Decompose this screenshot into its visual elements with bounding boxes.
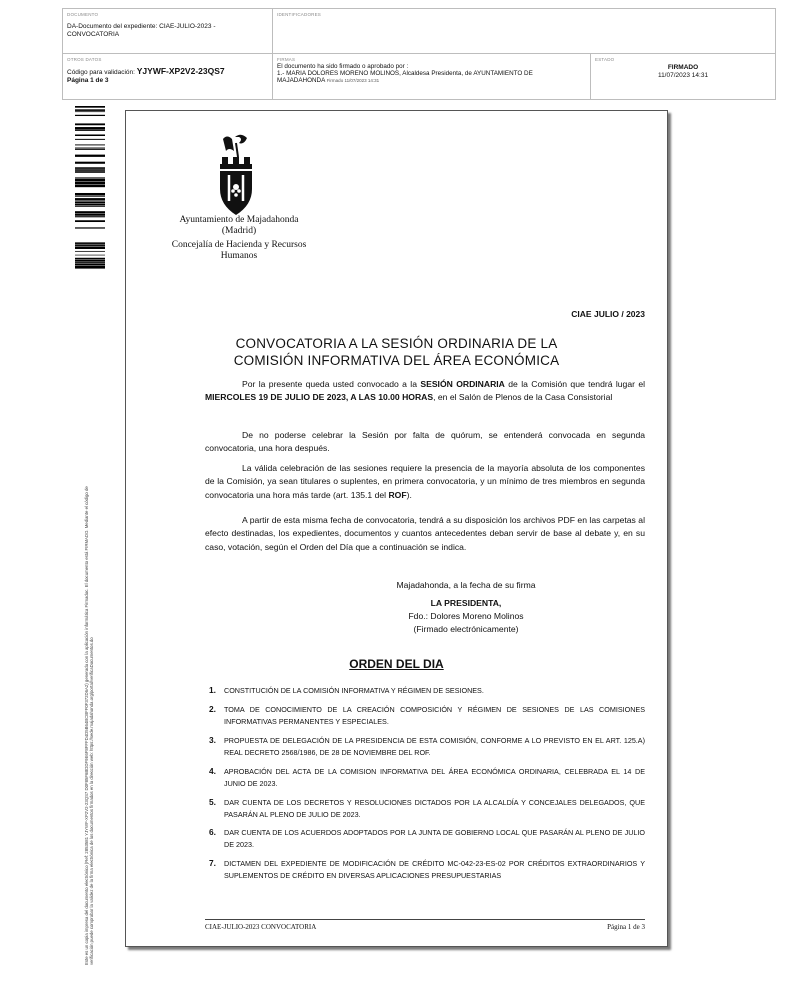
agenda-item-number: 6. <box>209 827 216 837</box>
agenda-item-text: TOMA DE CONOCIMIENTO DE LA CREACIÓN COMPOSICIÓN Y RÉGIMEN DE SESIONES DE LAS COMISIONES INFORMATIVAS PERMANENTES Y ESPECIALES. <box>224 705 645 726</box>
firmas-date: Firmado 11/07/2023 14:31 <box>326 78 380 84</box>
barcode-image <box>75 106 105 269</box>
p1-session-type: SESIÓN ORDINARIA <box>420 379 505 389</box>
majadahonda-crest-icon <box>211 133 261 217</box>
municipality-region: (Madrid) <box>221 226 257 236</box>
agenda-item-text: DICTAMEN DEL EXPEDIENTE DE MODIFICACIÓN DE CRÉDITO MC-042-23-ES-02 POR CRÉDITOS EXTRAORDINARIOS Y SUPLEMENTOS DE CRÉDITO EN DIVERSAS APLICACIONES PRESUPUESTARIAS <box>224 859 645 880</box>
document-header-table <box>62 8 776 100</box>
paragraph-validity <box>205 462 645 502</box>
orden-del-dia-title: ORDEN DEL DIA <box>349 657 444 671</box>
municipality-block <box>154 215 324 262</box>
validation-code-value: YJYWF-XP2V2-23QS7 <box>136 66 225 76</box>
agenda-item-text: DAR CUENTA DE LOS ACUERDOS ADOPTADOS POR LA JUNTA DE GOBIERNO LOCAL QUE PASARÁN AL PLENO DE JULIO DE 2023. <box>224 828 645 849</box>
side-text-line-1: Este es un copia impresa del documento electrónico (Ref: 2853581 YJYWF-XP2V2-23QS7 D0F85F6BDDF9E6F8FFFD4D5B64BCBFF0F372D6A2) generada con la aplicación informática Firmadoc. El documento está FIRMADO. Mediante el código de <box>84 486 89 965</box>
p3-text-a: La válida celebración de las sesiones requiere la presencia de la mayoría absoluta de los componentes de la Comisión, ya sean titulares o suplentes, en primera convocatoria, y un mínimo de tres miembros en segunda convocatoria una hora más tarde (art. 135.1 del <box>205 463 645 500</box>
title-line-2: COMISIÓN INFORMATIVA DEL ÁREA ECONÓMICA <box>233 353 560 368</box>
municipality-name: Ayuntamiento de Majadahonda <box>179 215 299 225</box>
validation-code-line <box>67 67 225 77</box>
p3-rof: ROF <box>388 489 407 500</box>
signature-place: Majadahonda, a la fecha de su firma <box>396 580 536 590</box>
footer-divider <box>205 919 645 920</box>
agenda-item-number: 2. <box>209 704 216 714</box>
document-page <box>125 110 668 947</box>
page-count: Página 1 de 3 <box>67 77 109 84</box>
footer-page-number: Página 1 de 3 <box>607 923 645 931</box>
agenda-item-number: 5. <box>209 797 216 807</box>
signature-name: Fdo.: Dolores Moreno Molinos <box>408 611 524 621</box>
side-text-line-2: verificación puede comprobar la validez de la firma electrónica de los documentos firmados en la dirección web: https://sede.majadahonda.org/portal/verificaDocumentos.do <box>89 637 94 965</box>
side-verification-text <box>84 300 94 965</box>
agenda-item-text: PROPUESTA DE DELEGACIÓN DE LA PRESIDENCIA DE ESTA COMISIÓN, CONFORME A LO PREVISTO EN EL ART. 125.A) REAL DECRETO 2568/1986, DE 28 DE NOVIEMBRE DEL ROF. <box>224 736 645 757</box>
documento-value: DA-Documento del expediente: CIAE-JULIO-2023 -CONVOCATORIA <box>67 23 216 38</box>
paragraph-files: A partir de esta misma fecha de convocatoria, tendrá a su disposición los archivos PDF en las carpetas al efecto destinadas, los expedientes, documentos y cuantos antecedentes deban servir de base al debate y, en su caso, votación, según el Orden del Día que a continuación se indica. <box>205 515 645 552</box>
estado-value: FIRMADO <box>667 64 699 71</box>
estado-cell <box>591 54 775 99</box>
otros-datos-cell <box>63 54 273 99</box>
footer-document-name: CIAE-JULIO-2023 CONVOCATORIA <box>205 923 317 931</box>
signature-note: (Firmado electrónicamente) <box>413 624 519 634</box>
firmas-line-1: El documento ha sido firmado o aprobado por : <box>277 63 409 70</box>
identificadores-caption: IDENTIFICADORES <box>277 12 322 17</box>
agenda-item-text: DAR CUENTA DE LOS DECRETOS Y RESOLUCIONES DICTADOS POR LA ALCALDÍA Y CONCEJALES DELEGADOS, QUE PASARÁN AL PLENO DE JULIO DE 2023. <box>224 798 645 819</box>
agenda-item <box>209 766 645 789</box>
firmas-line-2: 1.- MARIA DOLORES MORENO MOLINOS, Alcaldesa Presidenta, de AYUNTAMIENTO DE <box>277 70 533 78</box>
paragraph-convocatoria <box>205 378 645 405</box>
department-line-1: Concejalía de Hacienda y Recursos <box>171 240 307 250</box>
validation-code-label: Código para validación: <box>67 69 135 76</box>
estado-date: 11/07/2023 14:31 <box>657 72 709 79</box>
p1-date-time: MIERCOLES 19 DE JULIO DE 2023, A LAS 10.00 HORAS <box>205 392 434 403</box>
documento-caption: DOCUMENTO <box>67 12 99 17</box>
p1-text-a: Por la presente queda usted convocado a la <box>242 379 421 389</box>
firmas-caption: FIRMAS <box>277 57 296 62</box>
agenda-item-number: 4. <box>209 766 216 776</box>
agenda-item-text: APROBACIÓN DEL ACTA DE LA COMISION INFORMATIVA DEL ÁREA ECONÓMICA ORDINARIA, CELEBRADA EL 14 DE JUNIO DE 2023. <box>224 767 645 788</box>
p3-text-c: ). <box>406 489 412 500</box>
department-line-2: Humanos <box>220 251 258 261</box>
signature-role: LA PRESIDENTA, <box>430 598 502 608</box>
p1-text-c: de la Comisión que tendrá lugar el <box>504 379 646 389</box>
agenda-item-number: 1. <box>209 685 216 695</box>
agenda-item <box>209 797 645 820</box>
estado-caption: ESTADO <box>595 57 615 62</box>
agenda-item <box>209 858 645 881</box>
agenda-item <box>209 827 645 850</box>
agenda-item-text: CONSTITUCIÓN DE LA COMISIÓN INFORMATIVA Y RÉGIMEN DE SESIONES. <box>224 686 484 695</box>
p1-text-e: , en el Salón de Plenos de la Casa Consistorial <box>433 392 613 403</box>
firmas-text <box>277 63 587 85</box>
agenda-item-number: 3. <box>209 735 216 745</box>
otros-datos-caption: OTROS DATOS <box>67 57 102 62</box>
documento-cell <box>63 9 273 54</box>
paragraph-quorum: De no poderse celebrar la Sesión por falta de quórum, se entenderá convocada en segunda convocatoria, una hora después. <box>205 430 645 454</box>
agenda-item <box>209 704 645 727</box>
firmas-cell <box>273 54 591 99</box>
agenda-item <box>209 735 645 758</box>
agenda-item-number: 7. <box>209 858 216 868</box>
identificadores-cell <box>273 9 775 54</box>
session-reference: CIAE JULIO / 2023 <box>571 309 645 319</box>
title-line-1: CONVOCATORIA A LA SESIÓN ORDINARIA DE LA <box>235 336 558 351</box>
firmas-line-3: MAJADAHONDA <box>277 77 325 85</box>
agenda-item <box>209 685 645 697</box>
